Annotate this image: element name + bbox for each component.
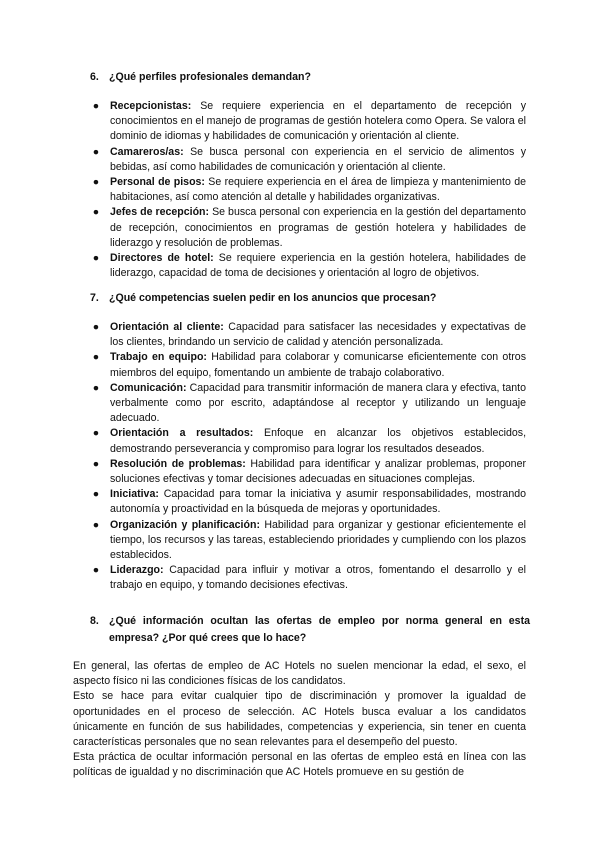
- list-item: [90, 205, 526, 251]
- list-item: [90, 145, 526, 175]
- bullet-icon: ●: [92, 457, 100, 470]
- list-item: [90, 426, 526, 456]
- bullet-icon: ●: [92, 206, 100, 219]
- item-term: Organización y planificación:: [110, 518, 260, 531]
- section-question: ¿Qué perfiles profesionales demandan?: [109, 71, 311, 83]
- bullet-icon: ●: [92, 518, 100, 531]
- item-term: Jefes de recepción:: [110, 206, 210, 219]
- paragraph: Esto se hace para evitar cualquier tipo de discriminación y promover la igualdad de oportunidades en el proceso de selección. AC Hotels busca evaluar a los candidatos únicamente en función de sus habilidades, competencias y experiencia, sin tener en cuenta características personales que no sean relevantes para el desempeño del puesto.: [73, 690, 526, 749]
- item-text: Capacidad para influir y motivar a otros, fomentando el desarrollo y el trabajo en equipo, y tomando decisiones efectivas.: [110, 564, 526, 592]
- item-text: Capacidad para satisfacer las necesidades y expectativas de los clientes, brindando un servicio de calidad y atención personalizada.: [110, 321, 526, 349]
- item-term: Resolución de problemas:: [110, 457, 246, 470]
- bullet-icon: ●: [92, 488, 100, 501]
- paragraph: En general, las ofertas de empleo de AC Hotels no suelen mencionar la edad, el sexo, el aspecto físico ni las condiciones físicas de los candidatos.: [73, 660, 526, 688]
- item-term: Camareros/as:: [110, 145, 184, 158]
- item-text: Se requiere experiencia en el área de limpieza y mantenimiento de habitaciones, así como atención al detalle y habilidades organizativas.: [110, 176, 526, 204]
- section-question: ¿Qué competencias suelen pedir en los anuncios que procesan?: [109, 292, 437, 304]
- bullet-icon: ●: [92, 351, 100, 364]
- item-text: Capacidad para tomar la iniciativa y asumir responsabilidades, mostrando autonomía y proactividad en la búsqueda de mejoras y oportunidades.: [110, 488, 526, 516]
- item-text: Capacidad para transmitir información de manera clara y efectiva, tanto verbalmente como por escrito, adaptándose al receptor y utilizando un lenguaje adecuado.: [110, 381, 526, 425]
- bullet-icon: ●: [92, 381, 100, 394]
- list-item: [90, 381, 526, 427]
- item-text: Habilidad para colaborar y comunicarse eficientemente con otros miembros del equipo, fomentando un ambiente de trabajo colaborativo.: [110, 351, 526, 379]
- bullet-icon: ●: [92, 100, 100, 112]
- section-8-body: [73, 659, 526, 781]
- paragraph: Esta práctica de ocultar información personal en las ofertas de empleo está en línea con las políticas de igualdad y no discriminación que AC Hotels promueve en su gestión de: [73, 751, 526, 779]
- list-item: [90, 457, 526, 487]
- list-item: [90, 487, 526, 517]
- section-6-heading: [90, 69, 530, 86]
- list-item: [90, 99, 526, 145]
- item-term: Liderazgo:: [110, 564, 164, 577]
- item-term: Orientación al cliente:: [110, 321, 224, 333]
- item-text: Se requiere experiencia en la gestión hotelera, habilidades de liderazgo, capacidad de toma de decisiones y orientación al logro de objetivos.: [110, 252, 526, 280]
- item-text: Enfoque en alcanzar los objetivos establecidos, demostrando perseverancia y compromiso para lograr los resultados deseados.: [110, 427, 527, 455]
- list-item: [90, 320, 526, 350]
- profiles-list: [90, 99, 526, 281]
- item-text: Se requiere experiencia en el departamento de recepción y conocimientos en el manejo de programas de gestión hotelera como Opera. Se valora el dominio de idiomas y habilidades de comunicación y orientación al cliente.: [110, 100, 527, 143]
- item-term: Iniciativa:: [110, 488, 159, 501]
- list-item: [90, 175, 526, 205]
- bullet-icon: ●: [92, 145, 100, 158]
- item-term: Recepcionistas:: [110, 100, 192, 112]
- item-term: Orientación a resultados:: [110, 427, 254, 440]
- bullet-icon: ●: [92, 427, 100, 440]
- section-question: ¿Qué información ocultan las ofertas de empleo por norma general en esta empresa? ¿Por qué crees que lo hace?: [109, 615, 530, 644]
- list-item: [90, 251, 526, 281]
- list-item: [90, 350, 526, 380]
- item-term: Personal de pisos:: [110, 176, 205, 189]
- competencies-list: [90, 320, 526, 594]
- list-item: [90, 518, 526, 564]
- item-term: Trabajo en equipo:: [110, 351, 207, 364]
- bullet-icon: ●: [92, 176, 100, 189]
- bullet-icon: ●: [92, 252, 100, 265]
- item-text: Habilidad para organizar y gestionar eficientemente el tiempo, los recursos y las tareas, estableciendo prioridades y cumpliendo con los plazos establecidos.: [110, 518, 526, 562]
- item-text: Se busca personal con experiencia en el servicio de alimentos y bebidas, así como habilidades de comunicación y orientación al cliente.: [110, 145, 526, 173]
- item-text: Se busca personal con experiencia en la gestión del departamento de recepción, conocimientos en programas de gestión hotelera y habilidades de liderazgo y resolución de problemas.: [110, 206, 526, 249]
- item-term: Comunicación:: [110, 381, 187, 394]
- item-text: Habilidad para identificar y analizar problemas, proponer soluciones efectivas y tomar decisiones adecuadas en situaciones complejas.: [110, 457, 526, 486]
- bullet-icon: ●: [92, 564, 100, 577]
- item-term: Directores de hotel:: [110, 252, 214, 265]
- section-7-heading: [90, 290, 530, 307]
- list-item: [90, 563, 526, 593]
- bullet-icon: ●: [92, 321, 100, 333]
- section-8-heading: [90, 613, 530, 646]
- section-number: 7.: [90, 292, 99, 304]
- section-number: 8.: [90, 615, 99, 627]
- section-number: 6.: [90, 71, 99, 83]
